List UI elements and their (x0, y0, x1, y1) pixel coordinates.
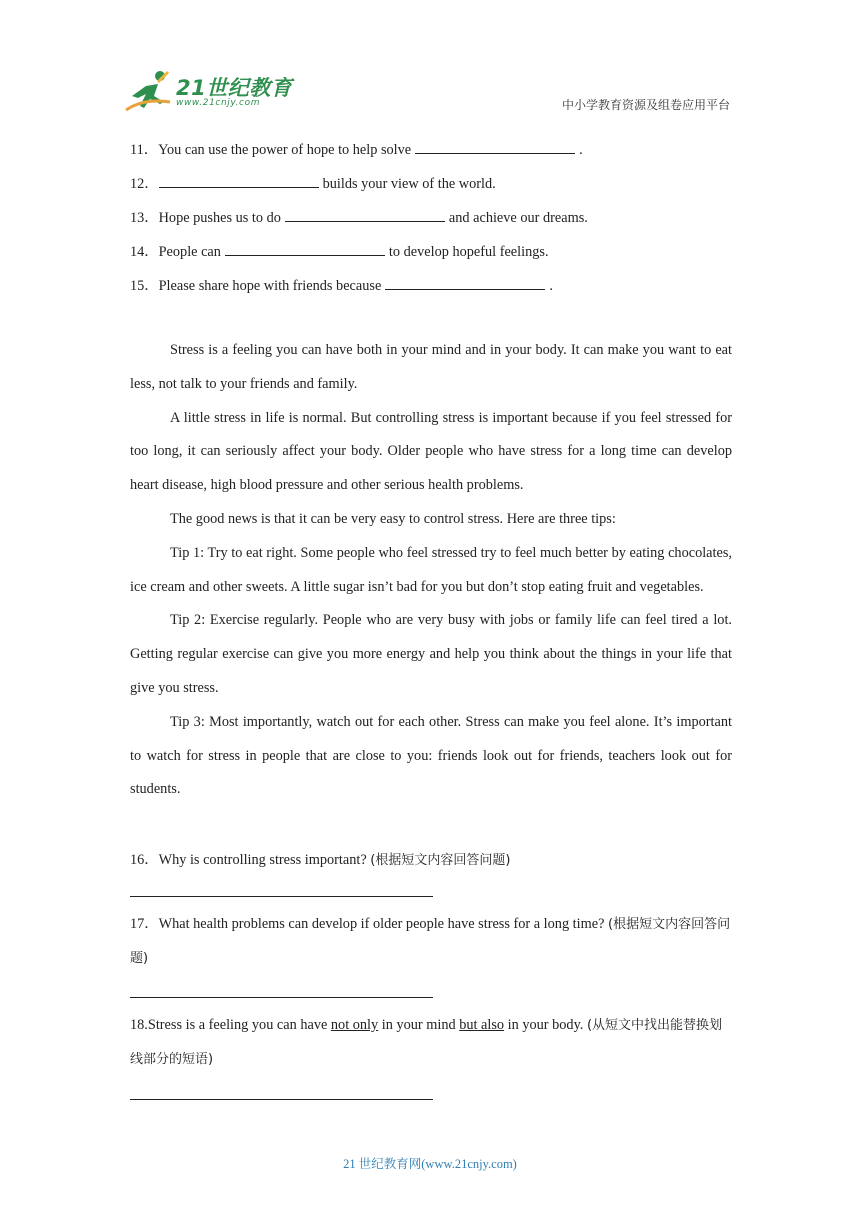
question-text: Why is controlling stress important? (158, 852, 367, 868)
answer-blank[interactable] (385, 277, 545, 290)
question-number: 14． (130, 244, 159, 260)
passage-paragraph: Tip 1: Try to eat right. Some people who feel stressed try to feel much better by eating chocolates, ice cream and other sweets. A little sugar isn’t bad for you but don’t stop eating fruit and vegetables. (130, 544, 732, 595)
logo-url: www.21cnjy.com (176, 98, 261, 108)
question-12 (130, 173, 496, 193)
question-number: 16． (130, 852, 159, 868)
answer-line-18[interactable] (130, 1099, 433, 1100)
reading-passage (130, 334, 732, 807)
question-text: Stress is a feeling you can have (147, 1017, 328, 1033)
question-hint: (根据短文内容回答问题) (130, 917, 731, 966)
passage-paragraph: Stress is a feeling you can have both in your mind and in your body. It can make you want to eat less, not talk to your friends and family. (130, 342, 732, 392)
question-17 (130, 908, 732, 976)
question-text: People can (158, 244, 221, 260)
question-text-after: . (579, 142, 583, 158)
header-tagline: 中小学教育资源及组卷应用平台 (561, 98, 730, 112)
question-text: You can use the power of hope to help solve (158, 142, 412, 158)
question-text: in your body. (507, 1017, 584, 1033)
question-18 (130, 1009, 732, 1077)
underlined-phrase: but also (459, 1017, 505, 1033)
underlined-phrase: not only (330, 1017, 379, 1033)
question-text-after: and achieve our dreams. (448, 210, 588, 226)
passage-paragraph: Tip 2: Exercise regularly. People who are very busy with jobs or family life can feel tired a lot. Getting regular exercise can give you more energy and help you think about the things in your life that give you stress. (130, 612, 732, 696)
question-text: in your mind (381, 1017, 456, 1033)
question-number: 18. (130, 1017, 148, 1033)
answer-blank[interactable] (285, 209, 445, 222)
logo-text: 21世纪教育 (176, 76, 293, 100)
question-text: What health problems can develop if older people have stress for a long time? (158, 916, 605, 932)
question-text-after: to develop hopeful feelings. (388, 244, 549, 260)
answer-line-16[interactable] (130, 896, 433, 897)
answer-line-17[interactable] (130, 997, 433, 998)
question-text: Hope pushes us to do (158, 210, 281, 226)
question-16 (130, 849, 510, 869)
question-number: 13． (130, 210, 159, 226)
question-hint: (根据短文内容回答问题) (370, 853, 511, 868)
question-text: Please share hope with friends because (158, 278, 382, 294)
question-11 (130, 139, 583, 159)
question-14 (130, 241, 549, 261)
question-number: 12． (130, 176, 159, 192)
question-hint: (从短文中找出能替换划线部分的短语) (130, 1018, 723, 1067)
passage-paragraph: The good news is that it can be very easy to control stress. Here are three tips: (170, 510, 616, 527)
footer-link[interactable]: 21 世纪教育网(www.21cnjy.com) (343, 1157, 517, 1171)
question-13 (130, 207, 588, 227)
question-number: 17． (130, 916, 159, 932)
question-text-after: builds your view of the world. (322, 176, 496, 192)
answer-blank[interactable] (225, 243, 385, 256)
answer-blank[interactable] (415, 141, 575, 154)
question-number: 15． (130, 278, 159, 294)
passage-paragraph: Tip 3: Most importantly, watch out for each other. Stress can make you feel alone. It’s important to watch for stress in people that are close to you: friends look out for friends, teachers look out for students. (130, 713, 732, 798)
question-15 (130, 275, 553, 295)
logo-runner-icon (124, 68, 176, 114)
question-text-after: . (549, 278, 553, 294)
answer-blank[interactable] (159, 175, 319, 188)
passage-paragraph: A little stress in life is normal. But controlling stress is important because if you feel stressed for too long, it can seriously affect your body. Older people who have stress for a long time can develop heart disease, high blood pressure and other serious health problems. (130, 409, 732, 494)
question-number: 11． (130, 142, 159, 158)
